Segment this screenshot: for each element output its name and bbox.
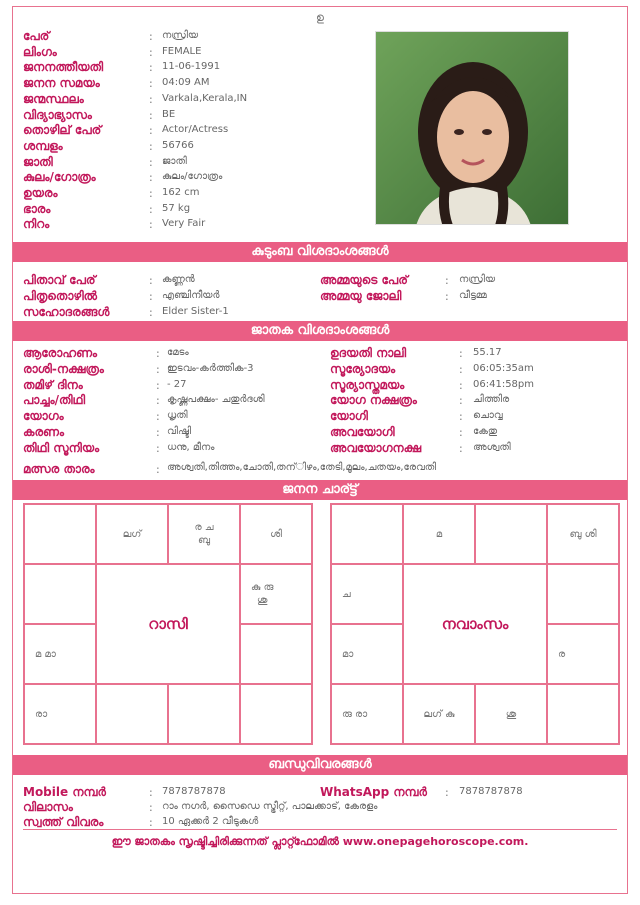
horo-right-6-colon: :: [459, 441, 463, 455]
profile-photo: [375, 31, 569, 225]
horo-left-0-label: ആരോഹണം: [23, 346, 98, 360]
navamsam-chart: [330, 503, 620, 745]
horo-left-6-colon: :: [156, 441, 160, 455]
contact-1-colon: :: [149, 801, 153, 814]
contact-1-label: വിലാസം: [23, 800, 73, 814]
personal-1-colon: :: [149, 45, 153, 59]
personal-6-label: തൊഴില് പേര്: [23, 123, 102, 138]
personal-7-value: 56766: [162, 139, 194, 151]
personal-11-label: ഭാരം: [23, 201, 51, 216]
personal-1-label: ലിംഗം: [23, 44, 57, 59]
navamsam-house-7: മാ: [331, 624, 403, 684]
horo-right-0-value: 55.17: [473, 347, 502, 358]
personal-9-colon: :: [149, 171, 153, 185]
family-right-1-value: വീട്ടമ്മ: [459, 290, 487, 301]
personal-9-label: കുലം/ഗോത്രം: [23, 170, 96, 185]
personal-5-label: വിദ്യാഭ്യാസം: [23, 107, 92, 122]
personal-2-value: 11-06-1991: [162, 61, 221, 73]
family-left-2-colon: :: [149, 306, 153, 319]
horo-right-4-label: യോഗി: [330, 409, 368, 424]
horo-right-0-label: ഉദയതി നാലി: [330, 346, 407, 360]
navamsam-house-11: ശു: [475, 684, 547, 744]
contact-2-label: സ്വത്ത് വിവരം: [23, 815, 104, 829]
family-left-0-label: പിതാവ് പേര്: [23, 273, 96, 287]
horo-right-6-label: അവയോഗനക്ഷ: [330, 440, 422, 455]
navamsam-house-5: ച: [331, 564, 403, 624]
navamsam-house-3: [475, 504, 547, 564]
horo-left-1-colon: :: [156, 362, 160, 376]
personal-4-value: Varkala,Kerala,IN: [162, 92, 248, 104]
personal-6-value: Actor/Actress: [162, 124, 229, 136]
navamsam-house-2: മ: [403, 504, 475, 564]
personal-0-colon: :: [149, 30, 153, 43]
horo-left-3-value: കൃഷ്ണപക്ഷം- ചതുർദശി: [167, 394, 265, 406]
family-left-2-label: സഹോദരങ്ങൾ: [23, 305, 110, 319]
rasi-house-8: [240, 624, 312, 684]
personal-3-colon: :: [149, 77, 153, 91]
navamsam-house-10: ലഗ് കു: [403, 684, 475, 744]
footer-site-link[interactable]: www.onepagehoroscope.com.: [342, 835, 529, 848]
horoscope-section-header: ജാതക വിശദാംശങ്ങൾ: [13, 321, 627, 341]
family-left-1-value: എഞ്ചിനീയർ: [162, 290, 220, 301]
contact-2-value: 10 ഏക്കർ 2 വീടുകൾ: [162, 816, 259, 827]
personal-10-colon: :: [149, 187, 153, 200]
horo-left-5-label: കരണം: [23, 425, 64, 439]
personal-12-colon: :: [149, 218, 153, 232]
horo-right-1-colon: :: [459, 362, 463, 376]
personal-5-value: BE: [162, 108, 176, 120]
rasi-house-11: [168, 684, 240, 744]
horo-left-2-colon: :: [156, 378, 160, 392]
rasi-house-2: ലഗ്: [96, 504, 168, 564]
horo-left-2-label: തമിഴ് ദിനം: [23, 377, 83, 392]
rasi-house-12: [240, 684, 312, 744]
horo-left-0-colon: :: [156, 347, 160, 360]
contact-1-value: റാം നഗർ, സൈഡെ സ്ട്രീറ്റ്, പാലക്കാട്, കേരളം: [162, 801, 378, 812]
navamsam-center-title: നവാംസം: [403, 564, 547, 684]
personal-5-colon: :: [149, 108, 153, 122]
horo-left-0-value: മേടം: [167, 347, 189, 358]
family-left-1-label: പിതൃതൊഴിൽ: [23, 289, 98, 303]
family-left-2-value: Elder Sister-1: [162, 306, 229, 317]
personal-3-value: 04:09 AM: [162, 77, 210, 89]
personal-8-label: ജാതി: [23, 154, 53, 169]
rasi-chart: [23, 503, 313, 745]
horo-right-5-value: കേതു: [473, 426, 498, 437]
personal-6-colon: :: [149, 124, 153, 138]
horo-left-3-label: പാച്ചം/തിഥി: [23, 393, 86, 408]
whatsapp-value: 7878787878: [459, 786, 523, 797]
horo-right-2-value: 06:41:58pm: [473, 378, 535, 390]
personal-0-label: പേര്: [23, 29, 50, 43]
family-section-header: കുടുംബ വിശദാംശങ്ങൾ: [13, 242, 627, 262]
rasi-house-4: ശി: [240, 504, 312, 564]
personal-10-label: ഉയരം: [23, 186, 58, 200]
personal-0-value: നസ്രിയ: [162, 30, 199, 41]
horo-left-1-value: ഇടവം-കർത്തിക-3: [167, 362, 254, 374]
horo-right-4-value: ചൊവ്വ: [473, 410, 503, 422]
personal-2-colon: :: [149, 61, 153, 75]
navamsam-house-6: [547, 564, 619, 624]
horo-left-6-value: ധനു, മീനം: [167, 441, 215, 453]
rasi-house-9: രാ: [24, 684, 96, 744]
navamsam-house-4: ബു ശി: [547, 504, 619, 564]
personal-3-label: ജനന സമയം: [23, 76, 100, 91]
family-right-0-label: അമ്മയുടെ പേര്: [320, 273, 408, 287]
navamsam-house-9: രു രാ: [331, 684, 403, 744]
personal-11-value: 57 kg: [162, 202, 191, 214]
horo-left-1-label: രാശി-നക്ഷത്രം: [23, 361, 104, 376]
contact-0-colon: :: [149, 786, 153, 799]
horo-right-5-label: അവയോഗി: [330, 425, 395, 439]
top-mark: ഉ: [316, 11, 324, 24]
horo-left-2-value: - 27: [167, 378, 187, 390]
horo-right-2-label: സൂര്യാസ്തമയം: [330, 377, 405, 392]
horo-left-4-label: യോഗം: [23, 409, 64, 424]
contact-2-colon: :: [149, 816, 153, 829]
navamsam-house-1: [331, 504, 403, 564]
contact-section-header: ബന്ധുവിവരങ്ങൾ: [13, 755, 627, 775]
personal-8-colon: :: [149, 155, 153, 169]
rasi-house-1: [24, 504, 96, 564]
personal-10-value: 162 cm: [162, 187, 200, 198]
matsara-value: അശ്വതി,തിത്തം,ചോതി,തന്ിഴം,തേടി,മൂലം,ചതയം,രേവതി: [167, 462, 437, 473]
horo-right-1-label: സൂര്യോദയം: [330, 361, 396, 376]
personal-4-label: ജന്മസ്ഥലം: [23, 91, 84, 106]
horo-right-3-label: യോഗ നക്ഷത്രം: [330, 393, 417, 408]
horo-left-3-colon: :: [156, 394, 160, 408]
horo-right-4-colon: :: [459, 410, 463, 424]
family-left-0-colon: :: [149, 274, 153, 287]
horoscope-page: ഉ പേര് : നസ്രിയ ലിംഗം : FEMALE ജനനത്തീയതി : 11-06-1991 ജനന സമയം : 04:09 AM ജന്മസ്ഥലം : Varkala,Kerala,IN വിദ്യാഭ്യാസം : BE തൊഴില് പേര് : Actor/Actress ശമ്പളം : 56766 ജാതി : ജാതി കുലം/ഗോത്രം : കുലം/ഗോത്രം ഉയരം : 162 cm ഭാരം : 57 kg നിറം : Very Fair കുടുംബ വിശദാംശങ്ങൾ പിതാവ് പേര് : കണ്ണൻ പിതൃതൊഴിൽ : എഞ്ചിനീയർ സഹോദരങ്ങൾ : Elder Sister-1 അമ്മയുടെ പേര് : നസ്രിയ അമ്മയു ജോലി : വീട്ടമ്മ ജാതക വിശദാംശങ്ങൾ ആരോഹണം : മേടം രാശി-നക്ഷത്രം : ഇടവം-കർത്തിക-3 തമിഴ് ദിനം : - 27 പാച്ചം/തിഥി : കൃഷ്ണപക്ഷം- ചതുർദശി യോഗം : ധൃതി കരണം : വിഷ്ടി തിഥി സൂനിയം : ധനു, മീനം ഉദയതി നാലി : 55.17 സൂര്യോദയം : 06:05:35am സൂര്യാസ്തമയം : 06:41:58pm യോഗ നക്ഷത്രം : ചിത്തിര യോഗി : ചൊവ്വ അവയോഗി : കേതു അവയോഗനക്ഷ : അശ്വതി മത്സര താരം : അശ്വതി,തിത്തം,ചോതി,തന്ിഴം,തേടി,മൂലം,ചതയം,രേവതി ജനന ചാര്ട്ട് ലഗ് ര ച ബു ശി കു രു ശു മ മാ രാ റാസി മ ബു ശി ച മാ ര രു രാ ലഗ് കു ശു നവാംസം ബന്ധുവിവരങ്ങൾ Mobile നമ്പർ : 7878787878 വിലാസം : റാം നഗർ, സൈഡെ സ്ട്രീറ്റ്, പാലക്കാട്, കേരളം സ്വത്ത് വിവരം : 10 ഏക്കർ 2 വീടുകൾ WhatsApp നമ്പർ : 7878787878 ഈ ജാതകം സൃഷ്ടിച്ചിരിക്കുന്നത് പ്ലാറ്റ്ഫോമിൽ www.onepagehoroscope.com.: [12, 6, 628, 894]
horo-left-5-value: വിഷ്ടി: [167, 426, 192, 437]
birth-chart-section-header: ജനന ചാര്ട്ട്: [13, 480, 627, 500]
whatsapp-label: WhatsApp നമ്പർ: [320, 785, 427, 799]
personal-12-value: Very Fair: [162, 218, 206, 230]
horo-right-5-colon: :: [459, 426, 463, 439]
personal-2-label: ജനനത്തീയതി: [23, 60, 104, 75]
family-right-1-colon: :: [445, 290, 449, 303]
contact-0-label: Mobile നമ്പർ: [23, 785, 106, 799]
personal-8-value: ജാതി: [162, 155, 187, 167]
contact-0-value: 7878787878: [162, 786, 226, 797]
family-right-0-colon: :: [445, 274, 449, 287]
personal-1-value: FEMALE: [162, 45, 202, 57]
personal-7-colon: :: [149, 139, 153, 153]
horo-left-5-colon: :: [156, 426, 160, 439]
horo-right-3-value: ചിത്തിര: [473, 394, 510, 406]
personal-12-label: നിറം: [23, 217, 50, 232]
family-right-1-label: അമ്മയു ജോലി: [320, 289, 402, 303]
portrait-image: [376, 32, 569, 225]
horo-left-6-label: തിഥി സൂനിയം: [23, 440, 100, 455]
rasi-house-5: [24, 564, 96, 624]
horo-left-4-colon: :: [156, 410, 160, 424]
personal-9-value: കുലം/ഗോത്രം: [162, 171, 223, 183]
horo-left-4-value: ധൃതി: [167, 410, 188, 422]
navamsam-house-8: ര: [547, 624, 619, 684]
horo-right-0-colon: :: [459, 347, 463, 360]
horo-right-2-colon: :: [459, 378, 463, 392]
matsara-label: മത്സര താരം: [23, 462, 95, 476]
family-left-1-colon: :: [149, 290, 153, 303]
rasi-house-7: മ മാ: [24, 624, 96, 684]
rasi-center-title: റാസി: [96, 564, 240, 684]
navamsam-house-12: [547, 684, 619, 744]
personal-4-colon: :: [149, 92, 153, 106]
footer-text: ഈ ജാതകം സൃഷ്ടിച്ചിരിക്കുന്നത് പ്ലാറ്റ്ഫോമിൽ: [111, 835, 343, 848]
rasi-house-6: കു രു ശു: [240, 564, 312, 624]
footer-divider: [23, 829, 617, 830]
family-right-0-value: നസ്രിയ: [459, 274, 496, 285]
horo-right-6-value: അശ്വതി: [473, 441, 511, 453]
personal-7-label: ശമ്പളം: [23, 138, 63, 153]
footer: [13, 835, 627, 849]
family-left-0-value: കണ്ണൻ: [162, 274, 195, 285]
horo-right-1-value: 06:05:35am: [473, 362, 534, 374]
personal-11-colon: :: [149, 202, 153, 216]
horo-right-3-colon: :: [459, 394, 463, 408]
rasi-house-3: ര ച ബു: [168, 504, 240, 564]
rasi-house-10: [96, 684, 168, 744]
